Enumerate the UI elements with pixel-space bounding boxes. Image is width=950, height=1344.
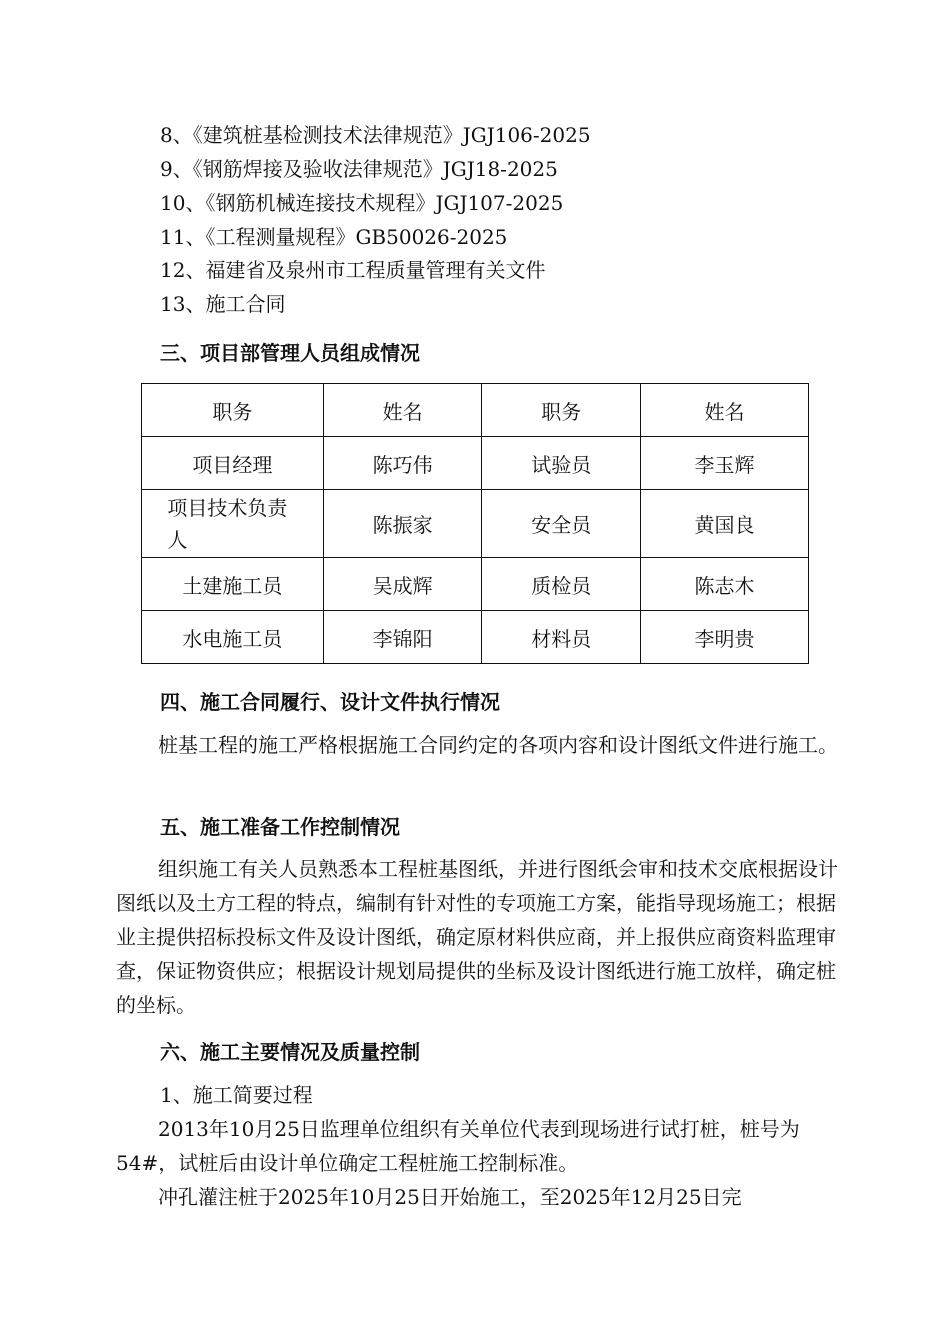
reference-item: 12、福建省及泉州市工程质量管理有关文件	[160, 258, 546, 282]
table-cell: 质检员	[482, 558, 641, 611]
table-row	[142, 490, 809, 558]
table-header-cell: 职务	[482, 384, 641, 437]
section-heading: 五、施工准备工作控制情况	[160, 815, 400, 839]
table-cell: 安全员	[482, 490, 641, 558]
table-cell: 材料员	[482, 611, 641, 664]
table-cell: 项目经理	[142, 437, 324, 490]
reference-item: 8、《建筑桩基检测技术法律规范》JGJ106-2025	[160, 123, 591, 147]
table-cell: 黄国良	[641, 490, 809, 558]
table-row	[142, 558, 809, 611]
section-heading: 六、施工主要情况及质量控制	[160, 1040, 420, 1064]
table-header-cell: 职务	[142, 384, 324, 437]
table-cell: 李锦阳	[323, 611, 482, 664]
reference-item: 11、《工程测量规程》GB50026-2025	[160, 225, 508, 249]
table-cell	[142, 490, 324, 558]
paragraph: 冲孔灌注桩于2025年10月25日开始施工，至2025年12月25日完	[158, 1185, 742, 1209]
table-row	[142, 437, 809, 490]
table-cell: 吴成辉	[323, 558, 482, 611]
reference-item: 9、《钢筋焊接及验收法律规范》JGJ18-2025	[160, 157, 558, 181]
paragraph: 2013年10月25日监理单位组织有关单位代表到现场进行试打桩，桩号为54#，试桩后由设计单位确定工程桩施工控制标准。	[116, 1117, 800, 1175]
table-header-row	[142, 384, 809, 437]
table-cell: 李玉辉	[641, 437, 809, 490]
table-cell: 陈振家	[323, 490, 482, 558]
staff-table	[141, 383, 809, 664]
table-row	[142, 611, 809, 664]
paragraph: 组织施工有关人员熟悉本工程桩基图纸，并进行图纸会审和技术交底根据设计图纸以及土方工程的特点，编制有针对性的专项施工方案，能指导现场施工；根据业主提供招标投标文件及设计图纸，确定原材料供应商，并上报供应商资料监理审查，保证物资供应；根据设计规划局提供的坐标及设计图纸进行施工放样，确定桩的坐标。	[116, 857, 838, 1017]
table-cell: 水电施工员	[142, 611, 324, 664]
table-cell: 试验员	[482, 437, 641, 490]
subheading: 1、施工简要过程	[160, 1083, 313, 1107]
reference-item: 10、《钢筋机械连接技术规程》JGJ107-2025	[160, 191, 564, 215]
table-cell: 土建施工员	[142, 558, 324, 611]
table-header-cell: 姓名	[323, 384, 482, 437]
paragraph: 桩基工程的施工严格根据施工合同约定的各项内容和设计图纸文件进行施工。	[158, 733, 838, 757]
table-cell-text: 项目技术负责人	[167, 495, 288, 552]
table-header-cell: 姓名	[641, 384, 809, 437]
table-cell: 陈志木	[641, 558, 809, 611]
table-cell: 李明贵	[641, 611, 809, 664]
section-heading: 三、项目部管理人员组成情况	[160, 341, 420, 365]
section-heading: 四、施工合同履行、设计文件执行情况	[160, 690, 500, 714]
reference-item: 13、施工合同	[160, 292, 286, 316]
table-cell: 陈巧伟	[323, 437, 482, 490]
